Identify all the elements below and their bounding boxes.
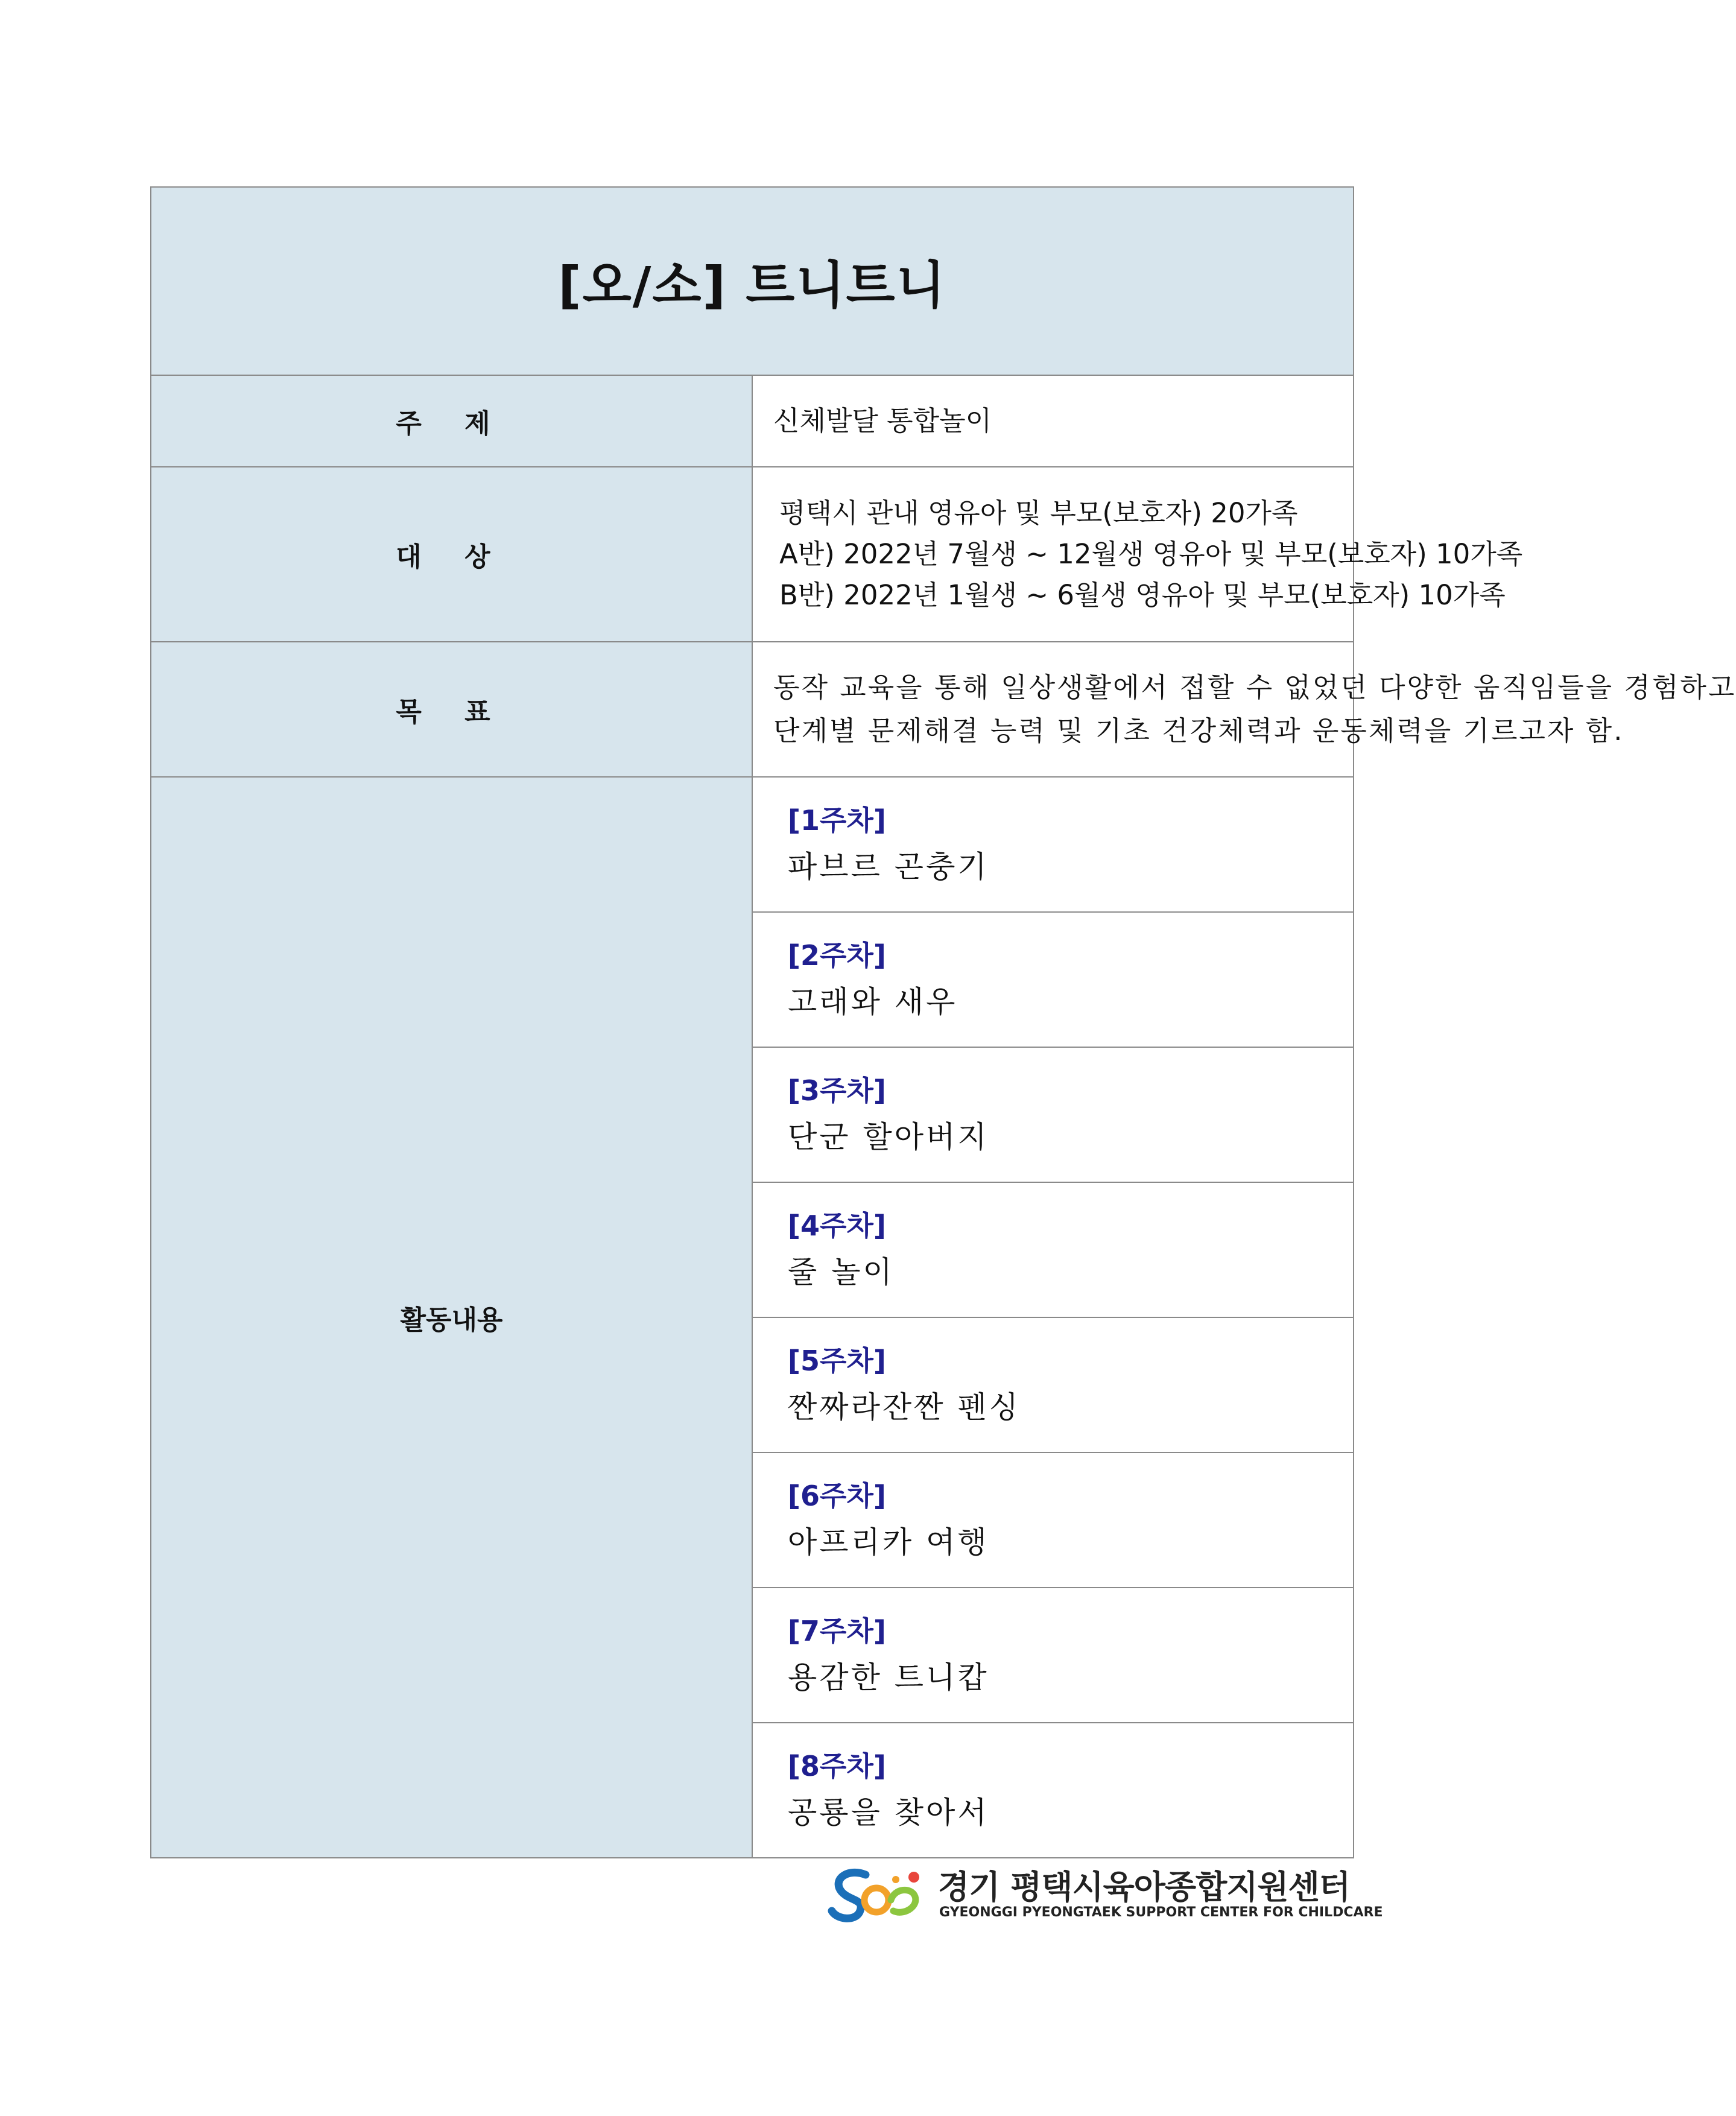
org-name-en: GYEONGGI PYEONGTAEK SUPPORT CENTER FOR CHILDCARE <box>939 1905 1383 1920</box>
target-label: 대 상 <box>151 467 752 642</box>
week-item <box>752 1047 1354 1182</box>
week-number: [1주차] <box>788 804 886 837</box>
week-item <box>752 777 1354 912</box>
org-name: 경기 평택시육아종합지원센터 <box>938 1868 1350 1906</box>
week-number: [4주차] <box>788 1209 886 1242</box>
week-title: 용감한 트니캅 <box>788 1660 989 1695</box>
week-number: [6주차] <box>788 1480 886 1512</box>
program-table <box>150 186 1736 1858</box>
week-item <box>752 1588 1354 1723</box>
week-title: 줄 놀이 <box>788 1255 895 1290</box>
subject-value <box>752 375 1354 467</box>
week-title: 공룡을 찾아서 <box>788 1795 989 1830</box>
subject-label: 주 제 <box>151 375 752 467</box>
week-number: [3주차] <box>788 1074 886 1107</box>
goal-value <box>752 642 1736 777</box>
week-item <box>752 1723 1354 1858</box>
week-title: 짠짜라잔짠 펜싱 <box>788 1390 1021 1425</box>
week-title: 고래와 새우 <box>788 984 958 1019</box>
target-value <box>752 467 1523 642</box>
target-line: 평택시 관내 영유아 및 부모(보호자) 20가족 <box>779 497 1298 529</box>
org-footer <box>823 1861 1383 1928</box>
week-number: [7주차] <box>788 1615 886 1647</box>
activities-label: 활동내용 <box>151 777 752 1858</box>
goal-line: 단계별 문제해결 능력 및 기초 건강체력과 운동체력을 기르고자 함. <box>773 715 1624 747</box>
week-item <box>752 1452 1354 1588</box>
week-number: [2주차] <box>788 939 886 972</box>
week-item <box>752 912 1354 1047</box>
week-number: [8주차] <box>788 1750 886 1782</box>
target-line: B반) 2022년 1월생 ~ 6월생 영유아 및 부모(보호자) 10가족 <box>779 579 1506 611</box>
week-title: 아프리카 여행 <box>788 1525 989 1560</box>
subject-text: 신체발달 통합놀이 <box>773 405 992 437</box>
target-line: A반) 2022년 7월생 ~ 12월생 영유아 및 부모(보호자) 10가족 <box>779 538 1523 570</box>
program-title: [오/소] 트니트니 <box>151 187 1354 375</box>
week-number: [5주차] <box>788 1345 886 1377</box>
week-title: 파브르 곤충기 <box>788 849 989 884</box>
week-title: 단군 할아버지 <box>788 1120 989 1155</box>
week-item <box>752 1317 1354 1452</box>
org-logo-icon <box>823 1861 932 1928</box>
goal-label: 목 표 <box>151 642 752 777</box>
week-item <box>752 1182 1354 1317</box>
goal-line: 동작 교육을 통해 일상생활에서 접할 수 없었던 다양한 움직임들을 경험하고 <box>773 671 1736 703</box>
